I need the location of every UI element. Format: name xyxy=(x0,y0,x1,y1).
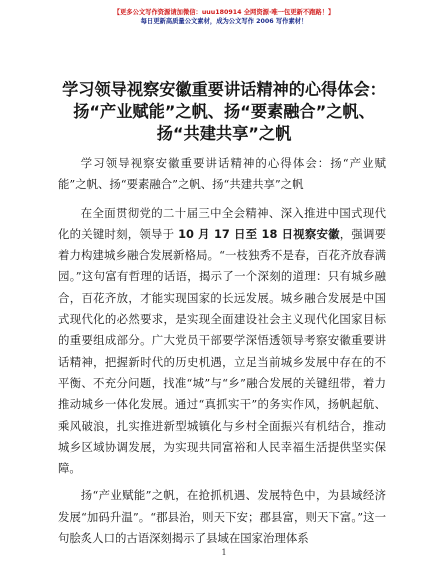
paragraph-intro: 学习领导视察安徽重要讲话精神的心得体会：扬“产业赋能”之帆、扬“要素融合”之帆、扬“共建共享”之帆 xyxy=(58,156,386,192)
banner-line-red: 【更多公文写作资源请加微信：uuu180914 全网资源·唯一包更新不跑路！】 xyxy=(113,9,335,16)
promo-banner xyxy=(0,8,448,26)
page-number: 1 xyxy=(221,548,227,557)
title-line-2: 扬“产业赋能”之帆、扬“要素融合”之帆、 xyxy=(73,102,375,121)
title-line-1: 学习领导视察安徽重要讲话精神的心得体会： xyxy=(62,80,386,99)
document-title xyxy=(20,79,428,145)
document-body xyxy=(58,153,386,549)
paragraph-context-lead: 在全面贯彻党的二十届三中全会精神、深入推进中国式现代化的关键时刻，领导于 xyxy=(58,205,386,241)
paragraph-context xyxy=(58,203,386,480)
title-line-3: 扬“共建共享”之帆 xyxy=(156,124,292,143)
paragraph-context-rest: ，强调要着力构建城乡融合发展新格局。“一枝独秀不是春，百花齐放春满园。”这句富有哲理的话语，揭示了一个深刻的道理：只有城乡融合，百花齐放，才能实现国家的长远发展。城乡融合发展是中国式现代化的必然要求，是实现全面建设社会主义现代化国家目标的重要组成部分。广大党员干部要学深悟透领导考察安徽重要讲话精神，把握新时代的历史机遇，立足当前城乡发展中存在的不平衡、不充分问题，找准“城”与“乡”融合发展的关键纽带，着力推动城乡一体化发展。通过“真抓实干”的务实作风，扬帆起航、乘风破浪，扎实推进新型城镇化与乡村全面振兴有机结合，推动城乡区域协调发展，为实现共同富裕和人民幸福生活提供坚实保障。 xyxy=(58,226,386,476)
banner-line-blue: 每日更新高质量公文素材，成为公文写作 2006 写作素材！ xyxy=(140,18,308,25)
visit-date-highlight: 10 月 17 日至 18 日视察安徽 xyxy=(178,226,340,241)
paragraph-industry: 扬“产业赋能”之帆，在抢抓机遇、发展特色中，为县域经济发展“加码升温”。“郡县治，则天下安；郡县富，则天下富。”这一句脍炙人口的古语深刻揭示了县域在国家治理体系 xyxy=(58,488,386,546)
